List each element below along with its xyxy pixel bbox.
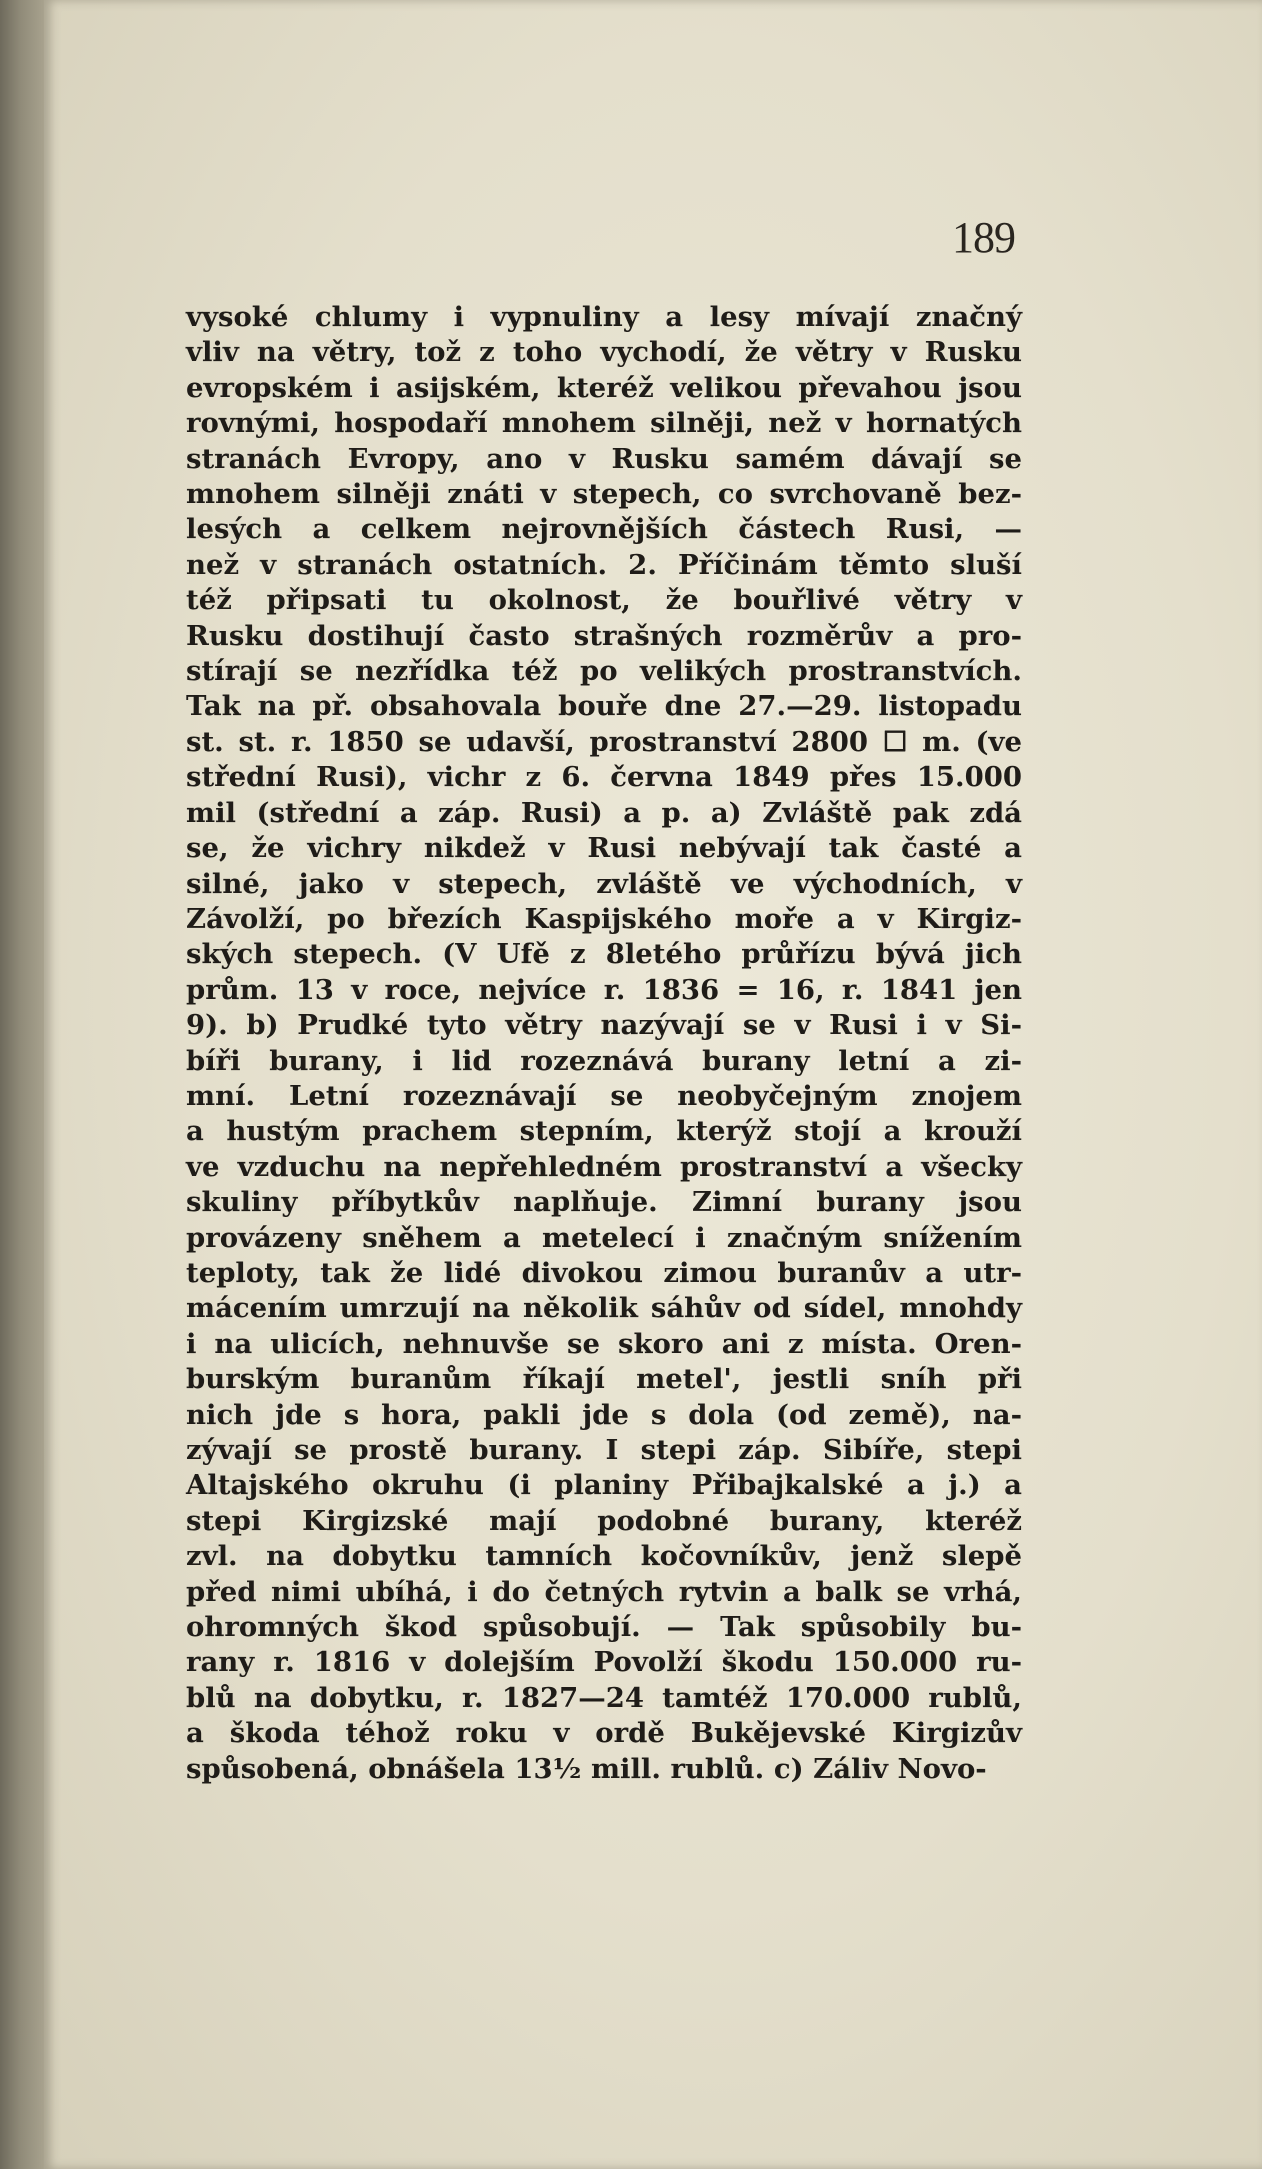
- text-line: mácením umrzují na několik sáhův od sídel, mnohdy: [186, 1292, 1022, 1325]
- text-line: provázeny sněhem a metelecí i značným snížením: [186, 1221, 1022, 1254]
- body-text: [186, 300, 1022, 1787]
- text-line: vysoké chlumy i vypnuliny a lesy mívají značný: [186, 301, 1022, 333]
- text-line: zvl. na dobytku tamních kočovníkův, jenž slepě: [186, 1540, 1022, 1573]
- text-line: stranách Evropy, ano v Rusku samém dávají se: [186, 442, 1022, 475]
- text-line: Závolží, po březích Kaspijského moře a v Kirgiz-: [186, 902, 1022, 935]
- text-line: mnohem silněji znáti v stepech, co svrchovaně bez-: [186, 478, 1022, 511]
- text-line: vliv na větry, tož z toho vychodí, že větry v Rusku: [186, 336, 1022, 369]
- text-line: než v stranách ostatních. 2. Příčinám těmto sluší: [186, 548, 1022, 581]
- text-line: rany r. 1816 v dolejším Povolží škodu 150.000 ru-: [186, 1646, 1022, 1679]
- text-line: st. st. r. 1850 se udavší, prostranství 2800 ☐ m. (ve: [186, 725, 1022, 758]
- text-line: i na ulicích, nehnuvše se skoro ani z místa. Oren-: [186, 1327, 1022, 1360]
- text-line: nich jde s hora, pakli jde s dola (od země), na-: [186, 1398, 1022, 1431]
- text-line: ských stepech. (V Ufě z 8letého průřízu bývá jich: [186, 938, 1022, 971]
- text-line: ohromných škod spůsobují. — Tak spůsobily bu-: [186, 1611, 1022, 1644]
- text-line: skuliny příbytkův naplňuje. Zimní burany jsou: [186, 1186, 1022, 1219]
- text-line: střední Rusi), vichr z 6. června 1849 přes 15.000: [186, 761, 1022, 794]
- text-line: mil (střední a záp. Rusi) a p. a) Zvláště pak zdá: [186, 796, 1022, 829]
- text-line: stírají se nezřídka též po velikých prostranstvích.: [186, 655, 1022, 688]
- text-line: a škoda téhož roku v ordě Bukějevské Kirgizův: [186, 1717, 1022, 1750]
- text-line: Tak na př. obsahovala bouře dne 27.—29. listopadu: [186, 690, 1022, 723]
- text-line: rovnými, hospodaří mnohem silněji, než v hornatých: [186, 407, 1022, 440]
- page-number: 189: [952, 213, 1015, 262]
- text-line: silné, jako v stepech, zvláště ve východních, v: [186, 867, 1022, 900]
- text-line: se, že vichry nikdež v Rusi nebývají tak časté a: [186, 832, 1022, 865]
- text-line: evropském i asijském, kteréž velikou převahou jsou: [186, 371, 1022, 404]
- text-line: burským buranům říkají metel', jestli sníh při: [186, 1363, 1022, 1396]
- text-line: a hustým prachem stepním, kterýž stojí a krouží: [186, 1115, 1022, 1148]
- text-line: prům. 13 v roce, nejvíce r. 1836 = 16, r. 1841 jen: [186, 973, 1022, 1006]
- text-line: před nimi ubíhá, i do četných rytvin a balk se vrhá,: [186, 1575, 1022, 1608]
- text-line: spůsobená, obnášela 13½ mill. rublů. c) Záliv Novo-: [186, 1752, 987, 1785]
- text-line: teploty, tak že lidé divokou zimou buranův a utr-: [186, 1256, 1022, 1289]
- binding-edge: [0, 0, 44, 2169]
- text-line: též připsati tu okolnost, že bouřlivé větry v: [186, 584, 1022, 617]
- text-line: mní. Letní rozeznávají se neobyčejným znojem: [186, 1079, 1022, 1112]
- text-line: lesých a celkem nejrovnějších částech Rusi, —: [186, 513, 1022, 546]
- text-line: ve vzduchu na nepřehledném prostranství a všecky: [186, 1150, 1022, 1183]
- text-line: Altajského okruhu (i planiny Přibajkalské a j.) a: [186, 1469, 1022, 1502]
- text-line: stepi Kirgizské mají podobné burany, kteréž: [186, 1504, 1022, 1537]
- text-line: blů na dobytku, r. 1827—24 tamtéž 170.000 rublů,: [186, 1681, 1022, 1714]
- text-line: Rusku dostihují často strašných rozměrův a pro-: [186, 619, 1022, 652]
- text-line: bíři burany, i lid rozeznává burany letní a zi-: [186, 1044, 1022, 1077]
- text-line: 9). b) Prudké tyto větry nazývají se v Rusi i v Si-: [186, 1009, 1022, 1042]
- text-line: zývají se prostě burany. I stepi záp. Sibíře, stepi: [186, 1434, 1022, 1466]
